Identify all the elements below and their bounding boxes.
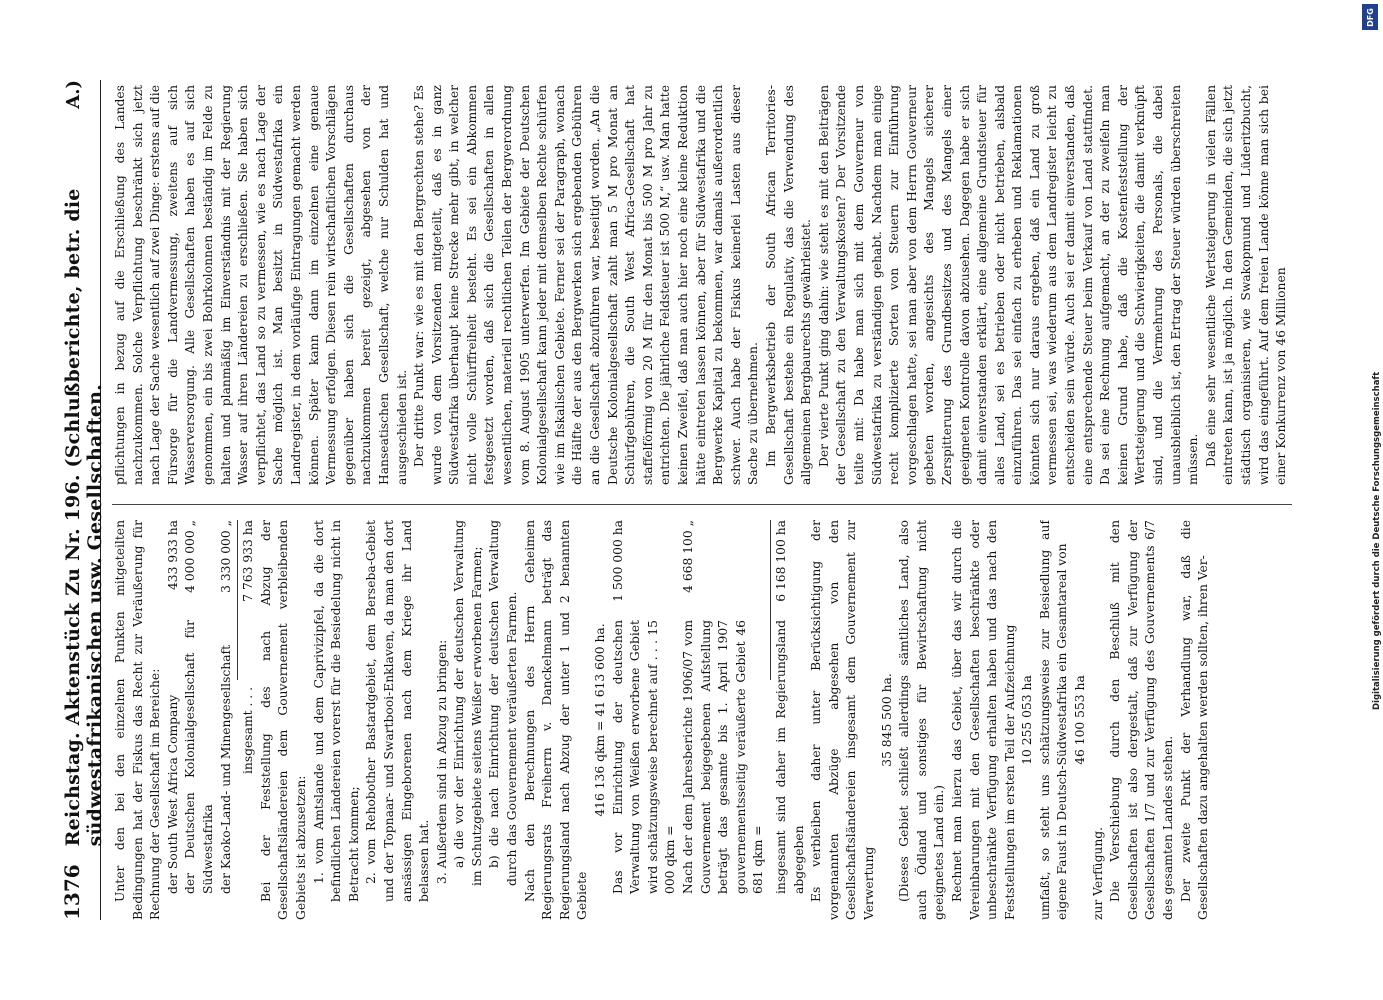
- list-item: a) die vor der Einrichtung der deutschen Verwaltung im Schutzgebiete seitens Weißer erworbenen Farmen;: [452, 520, 484, 886]
- paragraph: Bei der Feststellung des nach Abzug der Gesellschaftsländereien dem Gouvernement verbleibenden Gebiets ist abzusetzen:: [258, 520, 308, 920]
- calculation: 416 136 qkm = 41 613 600 ha.: [593, 623, 608, 817]
- page-number: 1376: [60, 864, 84, 920]
- table-row: [773, 520, 808, 920]
- row-label: insgesamt sind daher im Regierungsland abgegeben: [773, 620, 806, 894]
- list-item: b) die nach Einrichtung der deutschen Verwaltung durch das Gouvernement veräußerten Farmen.: [487, 520, 520, 886]
- digitization-note: [1360, 7, 1382, 1000]
- table-row: [680, 520, 768, 920]
- digitization-text: Digitalisierung gefördert durch die Deutsche Forschungsgemeinschaft: [1372, 371, 1382, 710]
- paragraph: Die Verschiebung durch den Beschluß mit den Gesellschaften ist also dergestalt, daß zur Verfügung der Gesellschaften 1/7 und zur Verfügung des Gouvernements 6/7 des gesamten Landes stehen.: [1108, 520, 1176, 920]
- paragraph: Es verbleiben daher unter Berücksichtigung der vorgenannten Abzüge abgesehen von den Gesellschaftsländereien insgesamt dem Gouvernement zur Verwertung: [809, 520, 876, 920]
- paragraph: Der zweite Punkt der Verhandlung war, daß die Gesellschaften dazu angehalten werden sollten, ihren Ver-: [1178, 520, 1211, 920]
- left-column: [112, 520, 1292, 920]
- paragraph: Der vierte Punkt ging dahin: wie steht es mit den Beiträgen der Gesellschaft zu den Verwaltungskosten? Der Vorsitzende teilte mit: Da habe man sich mit dem Gouverneur von Südwestafrika zu verständigen gehabt. Nachdem man einige recht komplizierte Sorten von Steuern zur Einführung vorgeschlagen hatte, sei man aber von dem Herrn Gouverneur gebeten worden, angesichts des Mangels sicherer Zerspitterung des Grundbesitzes und des Mangels einer geeigneten Kontrolle davon abzusehen. Dagegen habe er sich damit einverstanden erklärt, eine allgemeine Grundsteuer für alles Land, sei es betrieben oder nicht betrieben, alsbald einzuführen. Das sei einfach zu erheben und Reklamationen könnten sich nur daraus ergeben, daß ein Land zu groß vermessen sei, was wiederum aus dem Landregister leicht zu entscheiden sein würde. Auch sei er damit einverstanden, daß eine entsprechende Steuer beim Verkauf von Land stattfindet. Da sei eine Rechnung aufgemacht, an der zu zweifeln man keinen Grund habe, daß die Kostenfeststellung der Wertsteigerung und die Schwierigkeiten, die damit verknüpft sind, und die Vermehrung des Personals, die dabei unausbleiblich ist, den Ertrag der Steuer würden überschreiten müssen.: [816, 85, 1201, 485]
- sum-rule: [237, 520, 238, 680]
- row-value: 7 763 933 ha: [241, 520, 256, 602]
- paragraph: Im Bergwerksbetrieb der South African Territories-Gesellschaft bestehe ein Regulativ, das die Verwendung des allgemeinen Bergbaurechts gewährleistet.: [763, 85, 814, 485]
- sum-rule: [770, 520, 771, 680]
- row-value: 6 168 100 ha: [773, 520, 788, 602]
- paragraph: (Dieses Gebiet schließt allerdings sämtliches Land, also auch Ödland und sonstiges für Bewirtschaftung nicht geeignetes Land ein.): [897, 520, 947, 920]
- column-divider: [112, 504, 1292, 505]
- list-item: 2. vom Rehobother Bastardgebiet, dem Berseba-Gebiet und der Topnaar- und Swartbooi-Enklaven, da man den dort ansässigen Eingeborenen nach dem Kriege ihr Land belassen hat.: [364, 520, 432, 902]
- right-column: [112, 85, 1292, 485]
- paragraph: Daß eine sehr wesentliche Wertsteigerung in vielen Fällen eintreten kann, ist ja möglich. In den Gemeinden, die sich jetzt städtisch organisieren, wie Swakopmund und Lüderitzbucht, wird das eingeführt. Auf dem freien Lande könne man sich bei einer Konkurrenz von 46 Millionen: [1203, 85, 1289, 485]
- rotated-page: [60, 80, 1305, 920]
- row-label: Nach der dem Jahresberichte 1906/07 vom Gouvernement beigegebenen Aufstellung beträgt das gesamte bis 1. April 1907 gouvernementsseitig veräußerte Gebiet 46 681 qkm =: [681, 620, 766, 894]
- calculation: 10 255 053 ha: [1020, 675, 1035, 765]
- row-label: insgesamt . . .: [241, 686, 256, 774]
- list-item: 3. Außerdem sind in Abzug zu bringen:: [434, 639, 449, 884]
- paragraph: Rechnet man hierzu das Gebiet, über das wir durch die Vereinbarungen mit den Gesellschaften beschränkte oder unbeschränkte Verfügung erhalten haben und das nach den Feststellungen im ersten Teil der Aufzeichnung: [949, 520, 1017, 920]
- table-row: [218, 520, 236, 920]
- paragraph: Nach den Berechnungen des Herrn Geheimen Regierungsrats Freiherrn v. Danckelmann beträgt das Regierungsland nach Abzug der unter 1 und 2 benannten Gebiete: [522, 520, 590, 920]
- row-label: Das vor Einrichtung der deutschen Verwaltung von Weißen erworbene Gebiet wird schätzungsweise berechnet auf . . . 15 000 qkm =: [610, 620, 678, 894]
- row-value: 433 933 ha: [165, 520, 180, 591]
- calculation: 35 845 500 ha.: [879, 673, 894, 767]
- table-row: [610, 520, 680, 920]
- table-row: [165, 520, 183, 920]
- row-value: 1 500 000 ha: [610, 520, 625, 602]
- row-label: der South West Africa Company: [165, 694, 180, 894]
- table-row: [240, 520, 258, 920]
- paragraph: zur Verfügung.: [1090, 826, 1105, 920]
- row-label: der Deutschen Kolonialgesellschaft für Südwestafrika: [183, 620, 215, 894]
- row-value: 4 000 000 „: [183, 520, 198, 593]
- section-label: A.): [63, 80, 84, 109]
- page-header: [60, 80, 106, 920]
- list-item: 1. vom Amtslande und dem Caprivizipfel, da die dort befindlichen Ländereien vorerst für die Besiedelung nicht in Betracht kommen;: [311, 520, 361, 902]
- table-row: [182, 520, 217, 920]
- paragraph: Der dritte Punkt war: wie es mit den Bergrechten stehe? Es wurde von dem Vorsitzenden mitgeteilt, daß es in ganz Südwestafrika überhaupt keine Strecke mehr gibt, in welcher nicht volle Schürffreiheit besteht. Es sei ein Abkommen festgesetzt worden, daß sich die Gesellschaften in allen wesentlichen, materiell rechtlichen Teilen der Bergverordnung vom 8. August 1905 unterwerfen. Im Gebiete der Deutschen Kolonialgesellschaft kann jeder mit demselben Rechte schürfen wie im fiskalischen Gebiete. Ferner sei der Paragraph, wonach die Hälfte der aus den Bergwerken sich ergebenden Gebühren an die Gesellschaft abzuführen war, beseitigt worden. „An die Deutsche Kolonialgesellschaft zahlt man 5 M pro Monat an Schürfgebühren, die South West Africa-Gesellschaft hat staffelförmig von 20 M für den Monat bis 500 M pro Jahr zu entrichten. Die jährliche Feldsteuer ist 500 M,“ usw. Man hatte keinen Zweifel, daß man auch hier noch eine kleine Reduktion hätte eintreten lassen können, aber für Südwestafrika und die Bergwerke Kapital zu bekommen, war damals außerordentlich schwer. Auch habe der Fiskus keinerlei Lasten aus dieser Sache zu übernehmen.: [412, 85, 761, 485]
- logo-text: DFG: [1365, 7, 1375, 27]
- row-value: 3 330 000 „: [218, 520, 233, 593]
- paragraph: pflichtungen in bezug auf die Erschließung des Landes nachzukommen. Solche Verpflichtung beschränkt sich jetzt nach Lage der Sache wesentlich auf zwei Dinge: erstens auf die Fürsorge für die Landvermessung, zweitens auf sich Wasserversorgung. Alle Gesellschaften haben es auf sich genommen, ein bis zwei Bohrkolonnen beständig im Felde zu halten und planmäßig im Einverständnis mit der Regierung Wasser auf ihren Ländereien zu erschließen. Sie haben sich verpflichtet, das Land so zu vermessen, wie es nach Lage der Sache möglich ist. Man besitzt in Südwestafrika ein Landregister, in dem vorläufige Eintragungen gemacht werden können. Später kann dann im einzelnen eine genaue Vermessung erfolgen. Diesen rein wirtschaftlichen Vorschlägen gegenüber haben sich die Gesellschaften durchaus nachzukommen bereit gezeigt, abgesehen von der Hanseatischen Gesellschaft, welche nur Schulden hat und ausgeschieden ist.: [113, 85, 409, 485]
- paragraph: Unter den bei den einzelnen Punkten mitgeteilten Bedingungen hat der Fiskus das Recht zur Veräußerung für Rechnung der Gesellschaft im Bereiche:: [113, 520, 163, 920]
- row-value: 4 668 100 „: [681, 520, 695, 593]
- page-title: Reichstag. Aktenstück Zu Nr. 196. (Schlußberichte, betr. die südwestafrikanischen usw. Gesellschaften.: [62, 188, 106, 847]
- calculation: 46 100 553 ha: [1073, 675, 1088, 765]
- row-label: der Kaoko-Land- und Minengesellschaft: [218, 644, 233, 894]
- paragraph: umfaßt, so steht uns schätzungsweise zur Besiedlung auf eigene Faust in Deutsch-Südwestafrika ein Gesamtareal von: [1037, 520, 1070, 920]
